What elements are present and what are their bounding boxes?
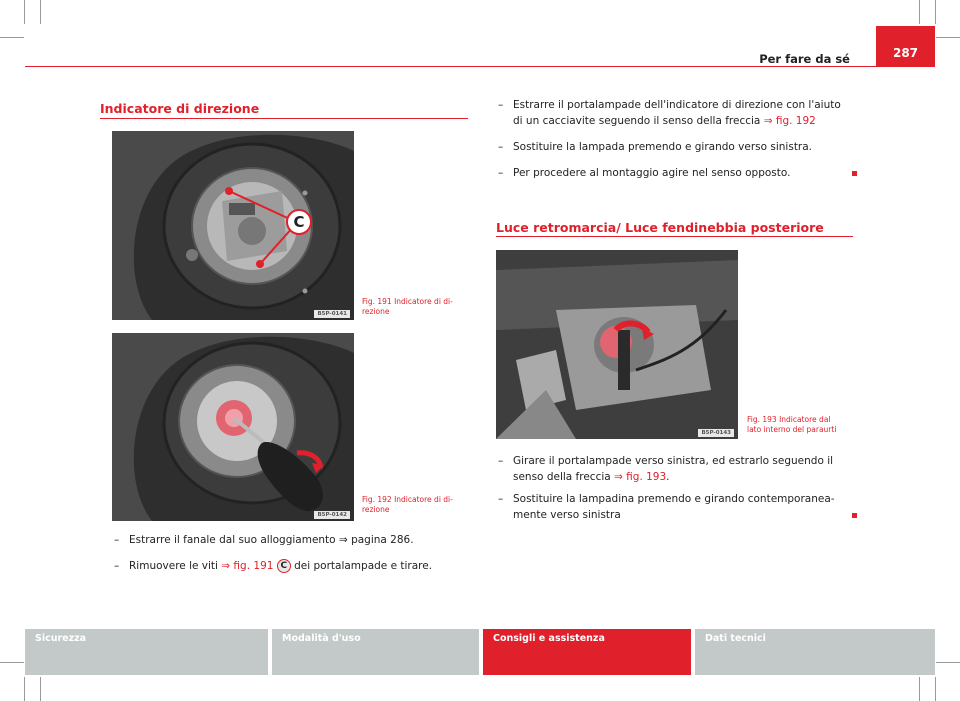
- crop-mark: [935, 677, 936, 701]
- figure-191-caption: [362, 297, 453, 317]
- crop-mark: [24, 0, 25, 24]
- step-item: [498, 139, 858, 155]
- step-line: Girare il portalampade verso sinistra, ed estrarlo seguendo il: [513, 455, 834, 467]
- figure-code: B5P-0141: [314, 310, 350, 318]
- crop-mark: [936, 662, 960, 663]
- step-line: Estrarre il portalampade dell'indicatore di direzione con l'aiuto: [513, 99, 841, 111]
- caption-line: Fig. 193 Indicatore dal: [747, 415, 831, 424]
- callout-c-badge: C: [277, 559, 291, 573]
- caption-line: lato interno del paraurti: [747, 425, 837, 434]
- section-rule: [496, 236, 853, 237]
- crop-mark: [0, 662, 24, 663]
- tab-dati-tecnici[interactable]: [695, 629, 935, 675]
- step-item: [498, 97, 858, 129]
- step-item: [114, 532, 464, 548]
- step-text: [129, 558, 432, 574]
- crop-mark: [919, 0, 920, 24]
- step-text: [513, 97, 841, 129]
- tab-label: Modalità d'uso: [282, 633, 361, 644]
- crop-mark: [40, 677, 41, 701]
- dash: –: [114, 534, 120, 546]
- crop-mark: [935, 0, 936, 24]
- step-text: Per procedere al montaggio agire nel senso opposto.: [513, 167, 791, 179]
- figure-code: B5P-0143: [698, 429, 734, 437]
- step-text-part: dei portalampade e tirare.: [290, 560, 433, 572]
- section-rule: [100, 118, 468, 119]
- dash: –: [498, 99, 504, 111]
- caption-line: rezione: [362, 307, 390, 316]
- figure-code: B5P-0142: [314, 511, 350, 519]
- step-text: Estrarre il fanale dal suo alloggiamento ⇒ pagina 286.: [129, 534, 414, 546]
- step-item: [498, 165, 858, 181]
- lamp-screwdriver-illustration: [112, 333, 354, 521]
- section-title-reverse-light: Luce retromarcia/ Luce fendinebbia posteriore: [496, 220, 824, 235]
- end-of-section-marker: [852, 513, 857, 518]
- callout-c: C: [286, 209, 312, 235]
- figure-192-image: [112, 333, 354, 521]
- dash: –: [498, 455, 504, 467]
- tab-label: Sicurezza: [35, 633, 87, 644]
- dash: –: [498, 493, 504, 505]
- crop-mark: [40, 0, 41, 24]
- caption-line: Fig. 192 Indicatore di di-: [362, 495, 453, 504]
- figure-ref-link[interactable]: ⇒ fig. 191: [221, 560, 274, 572]
- step-line: senso della freccia: [513, 471, 615, 483]
- tab-modalita-uso[interactable]: [272, 629, 479, 675]
- tab-label: Dati tecnici: [705, 633, 766, 644]
- step-text: [513, 453, 833, 485]
- step-item: [114, 558, 464, 574]
- section-title-indicator: Indicatore di direzione: [100, 101, 260, 116]
- figure-193-image: [496, 250, 738, 439]
- step-text: [513, 491, 835, 523]
- crop-mark: [0, 37, 24, 38]
- crop-mark: [936, 37, 960, 38]
- figure-191-image: [112, 131, 354, 320]
- figure-ref-link[interactable]: ⇒ fig. 193: [614, 471, 667, 483]
- step-text: Sostituire la lampada premendo e girando verso sinistra.: [513, 141, 813, 153]
- figure-193-caption: [747, 415, 836, 435]
- figure-192-caption: [362, 495, 453, 515]
- header-rule: [25, 66, 935, 67]
- step-item: [498, 453, 858, 485]
- step-line: mente verso sinistra: [513, 509, 621, 521]
- dash: –: [498, 141, 504, 153]
- step-line: Sostituire la lampadina premendo e girando contemporanea-: [513, 493, 835, 505]
- figure-ref-link[interactable]: ⇒ fig. 192: [763, 115, 816, 127]
- page-number: [876, 26, 935, 67]
- caption-line: Fig. 191 Indicatore di di-: [362, 297, 453, 306]
- lamp-housing-illustration: [112, 131, 354, 320]
- dash: –: [114, 560, 120, 572]
- bumper-lamp-illustration: [496, 250, 738, 439]
- crop-mark: [24, 677, 25, 701]
- step-line: .: [666, 471, 670, 483]
- dash: –: [498, 167, 504, 179]
- crop-mark: [919, 677, 920, 701]
- running-header: Per fare da sé: [759, 52, 850, 66]
- caption-line: rezione: [362, 505, 390, 514]
- tab-consigli-assistenza[interactable]: [483, 629, 691, 675]
- step-line: di un cacciavite seguendo il senso della freccia: [513, 115, 764, 127]
- tab-label: Consigli e assistenza: [493, 633, 605, 644]
- end-of-section-marker: [852, 171, 857, 176]
- step-text-part: Rimuovere le viti: [129, 560, 222, 572]
- tab-sicurezza[interactable]: [25, 629, 268, 675]
- page-number-text: 287: [892, 46, 919, 60]
- step-item: [498, 491, 858, 523]
